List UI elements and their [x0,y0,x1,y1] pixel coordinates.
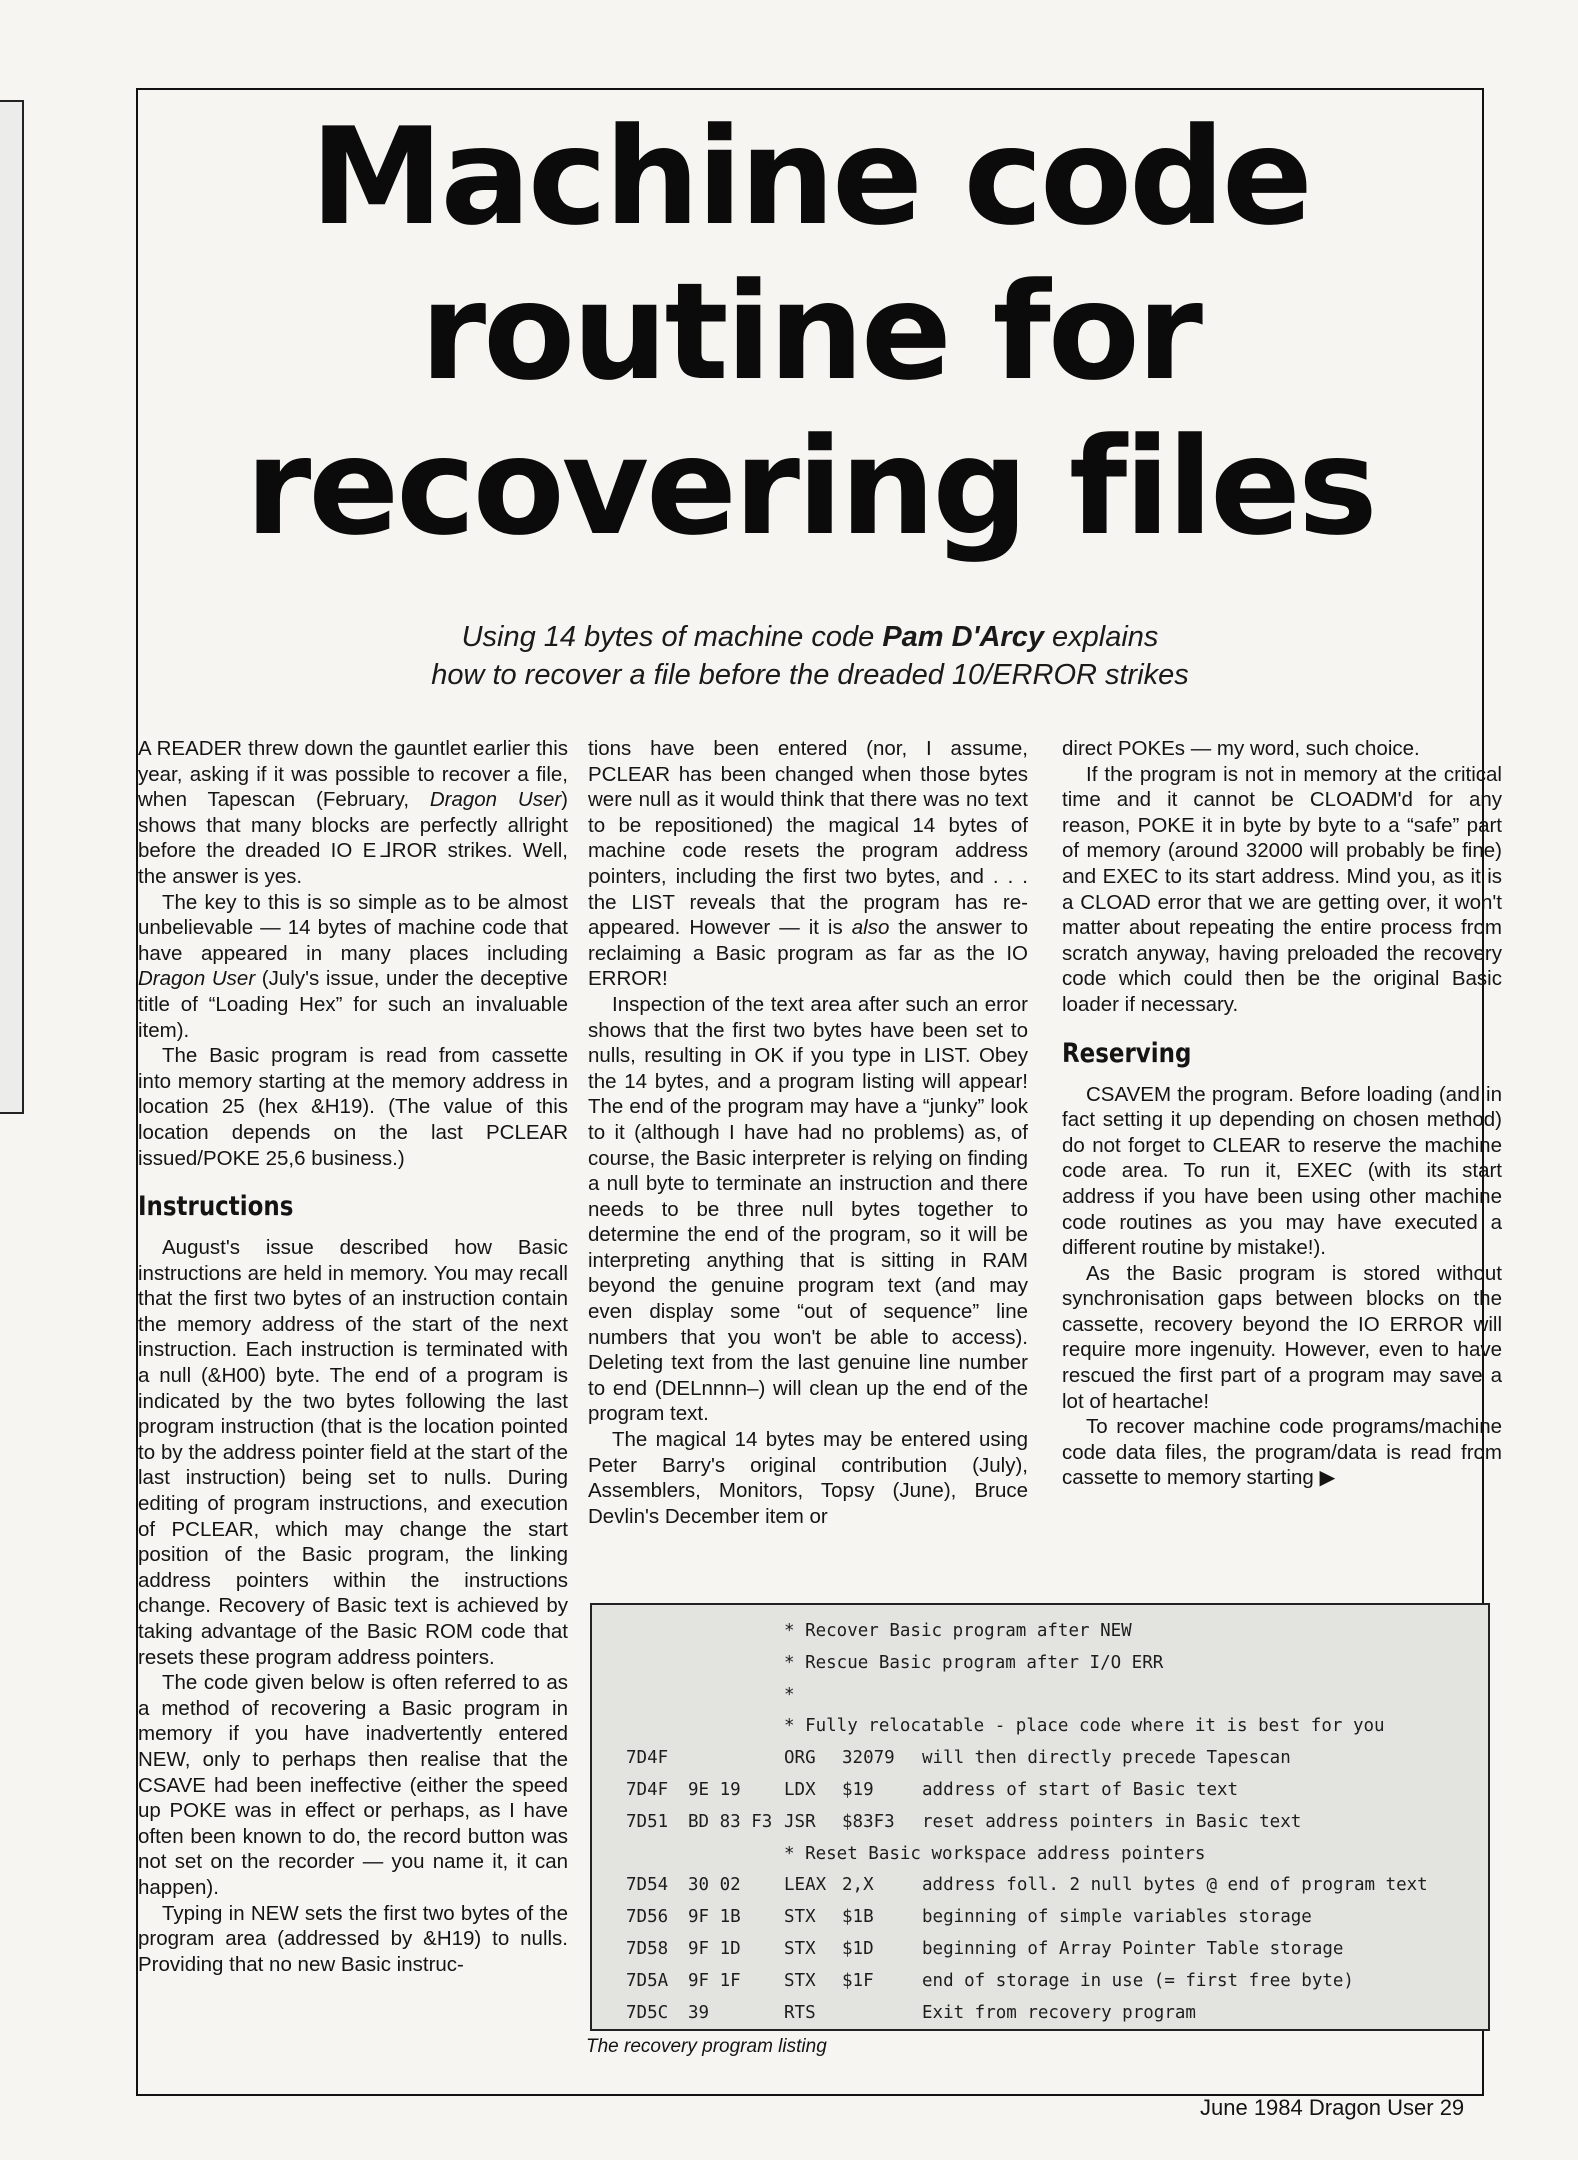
address: 7D58 [626,1938,669,1959]
operand: $1F [842,1970,874,1991]
headline-line-1: Machine code [310,99,1310,255]
paragraph: The Basic program is read from cassette into memory starting at the memory address in location 25 (hex &H19). (The value of this location depends on the last PCLEAR issued/POKE 25,6 business.) [138,1044,568,1170]
listing-row [592,1934,1488,1966]
operand: $1D [842,1938,874,1959]
comment-text: * [784,1684,795,1705]
standfirst-lead: Using 14 bytes of machine code [461,621,883,653]
paragraph: If the program is not in memory at the critical time and it cannot be CLOADM'd for any reason, POKE it in byte by byte to a “safe” part of memory (around 32000 will probably be fine) and EXEC to its start address. Mind you, as it is a CLOAD error that we are getting over, it won't matter about repeating the entire process from scratch anyway, having preloaded the recovery code which could then be the original Basic loader if necessary. [1062,762,1502,1016]
text-italic: Dragon User [138,967,256,991]
paragraph [138,736,568,890]
mnemonic: LEAX [784,1875,827,1896]
paragraph: Typing in NEW sets the first two bytes of the program area (addressed by &H19) to nulls. Providing that no new Basic instruc- [138,1901,568,1976]
text: The key to this is so simple as to be almost unbelievable — 14 bytes of machine code that have appeared in many places including [138,890,568,965]
text-italic: Dragon User [429,788,562,812]
opcode-bytes: 9F 1F [688,1970,741,1991]
mnemonic: LDX [784,1779,816,1800]
text-italic: also [851,916,890,940]
comment-text: * Fully relocatable - place code where it is best for you [784,1716,1385,1737]
listing-comment [592,1648,1488,1680]
operand: 2,X [842,1875,874,1896]
headline-line-3: recovering files [245,409,1375,565]
paragraph: The code given below is often referred to as a method of recovering a Basic program in memory if you have inadvertently entered NEW, only to perhaps then realise that the CSAVE had been ineffective (either the speed up POKE was in effect or perhaps, as I have often been known to do, the record button was not set on the recorder — you name it, it can happen). [138,1671,568,1899]
paragraph: Inspection of the text area after such an error shows that the first two bytes have been set to nulls, resulting in OK if you type in LIST. Obey the 14 bytes, and a program listing will appear! The end of the program may have a “junky” look to it (although I have had no problems) as, of course, the Basic interpreter is relying on finding a null byte to terminate an instruction and there needs to be three null bytes together to determine the end of the program, so it will be interpreting anything that is sitting in RAM beyond the genuine program text (and may even display some “out of sequence” line numbers that you won't be able to access). Deleting text from the last genuine line number to end (DELnnnn–) will clean up the end of the program text. [588,992,1028,1426]
paragraph: August's issue described how Basic instructions are held in memory. You may recall that the first two bytes of an instruction contain the memory address of the start of the next instruction. Each instruction is terminated with a null (&H00) byte. The end of a program is indicated by the two bytes following the last program instruction (that is the location pointed to by the address pointer field at the start of the last instruction) being set to nulls. During editing of program instructions, and execution of PCLEAR, which may change the start position of the Basic program, the linking address pointers within the instructions change. Recovery of Basic text is achieved by taking advantage of the Basic ROM code that resets these program address pointers. [138,1236,568,1669]
paragraph [1062,1414,1502,1491]
page-footer: June 1984 Dragon User 29 [1200,2095,1465,2120]
comment-text: * Reset Basic workspace address pointers [784,1843,1206,1864]
line-comment: Exit from recovery program [922,2002,1196,2023]
comment-text: * Rescue Basic program after I/O ERR [784,1652,1164,1673]
listing-row [592,1743,1488,1775]
standfirst [136,618,1484,694]
section-heading-reserving: Reserving [1062,1037,1192,1069]
mnemonic: STX [784,1907,816,1928]
listing-row [592,1966,1488,1998]
line-comment: end of storage in use (= first free byte) [922,1970,1354,1991]
mnemonic: ORG [784,1748,816,1769]
comment-text: * Recover Basic program after NEW [784,1621,1132,1641]
text: tions have been entered (nor, I assume, PCLEAR has been changed when those bytes were null as it would think that there was no text to be repositioned) the magical 14 bytes of machine code resets the program address pointers, including the first two bytes, and . . . the LIST reveals that the program has re-appeared. However — it is [588,737,1028,940]
operand: $19 [842,1779,874,1800]
column-3 [1062,736,1502,1491]
listing-comment [592,1711,1488,1743]
listing-row [592,1998,1488,2030]
adjacent-page-edge [0,100,24,1114]
listing-row [592,1807,1488,1839]
paragraph: The magical 14 bytes may be entered using Peter Barry's original contribution (July), Assemblers, Monitors, Topsy (June), Bruce Devlin's December item or [588,1428,1028,1528]
operand: $1B [842,1907,874,1928]
standfirst-lead-end: explains [1043,621,1159,653]
listing-caption: The recovery program listing [586,2036,827,2057]
text: the answer to reclaiming a Basic program as far as the IO ERROR! [588,916,1028,991]
line-comment: address of start of Basic text [922,1779,1239,1800]
opcode-bytes: 39 [688,2002,710,2023]
paragraph: As the Basic program is stored without synchronisation gaps between blocks on the cassette, recovery beyond the IO ERROR will require more ingenuity. However, even to have rescued the first part of a program may save a lot of heartache! [1062,1261,1502,1413]
address: 7D5C [626,2002,669,2023]
address: 7D4F [626,1779,669,1800]
listing-row [592,1870,1488,1902]
paragraph: direct POKEs — my word, such choice. [1062,737,1420,760]
line-comment: beginning of Array Pointer Table storage [922,1938,1344,1959]
listing-comment [592,1680,1488,1712]
address: 7D56 [626,1907,669,1928]
paragraph [138,890,568,1044]
paragraph: CSAVEM the program. Before loading (and in fact setting it up depending on chosen method) do not forget to CLEAR to reserve the machine code area. To run it, EXEC (with its start address if you have been using other machine code routines as you may have executed a different routine by mistake!). [1062,1082,1502,1260]
column-1 [138,736,568,1977]
listing-comment [592,1839,1488,1871]
operand: 32079 [842,1748,895,1769]
address: 7D54 [626,1875,669,1896]
line-comment: reset address pointers in Basic text [922,1811,1302,1832]
operand: $83F3 [842,1811,895,1832]
opcode-bytes: BD 83 F3 [688,1811,773,1832]
section-heading-instructions: Instructions [138,1191,294,1223]
opcode-bytes: 9F 1D [688,1938,741,1959]
listing-row [592,1902,1488,1934]
line-comment: beginning of simple variables storage [922,1907,1312,1928]
column-2 [588,736,1028,1529]
code-listing-box [590,1603,1490,2031]
text: (July's issue, under the deceptive title of “Loading Hex” for such an invaluable item). [138,967,568,1042]
address: 7D4F [626,1748,669,1769]
text: To recover machine code programs/machine code data files, the program/data is read from cassette to memory starting [1062,1415,1502,1490]
address: 7D5A [626,1970,669,1991]
paragraph [588,736,1028,992]
opcode-bytes: 9E 19 [688,1779,741,1800]
line-comment: address foll. 2 null bytes @ end of program text [922,1875,1428,1896]
headline-line-2: routine for [420,254,1200,410]
continue-arrow-icon: ▶ [1319,1466,1336,1490]
standfirst-line-2: how to recover a file before the dreaded 10/ERROR strikes [431,659,1189,691]
address: 7D51 [626,1811,669,1832]
listing-row [592,1775,1488,1807]
opcode-bytes: 9F 1B [688,1907,741,1928]
mnemonic: STX [784,1970,816,1991]
mnemonic: RTS [784,2002,816,2023]
opcode-bytes: 30 02 [688,1875,741,1896]
text: ) shows that many blocks are perfectly allright before the dreaded IO E ⅃ROR strikes. Well, the answer is yes. [138,788,568,888]
mnemonic: STX [784,1938,816,1959]
headline [136,100,1484,565]
text: A READER threw down the gauntlet earlier this year, asking if it was possible to recover a file, when Tapescan (February, [138,737,568,812]
author-name: Pam D'Arcy [882,621,1044,653]
mnemonic: JSR [784,1811,816,1832]
line-comment: will then directly precede Tapescan [922,1748,1291,1769]
listing-comment [592,1616,1488,1648]
